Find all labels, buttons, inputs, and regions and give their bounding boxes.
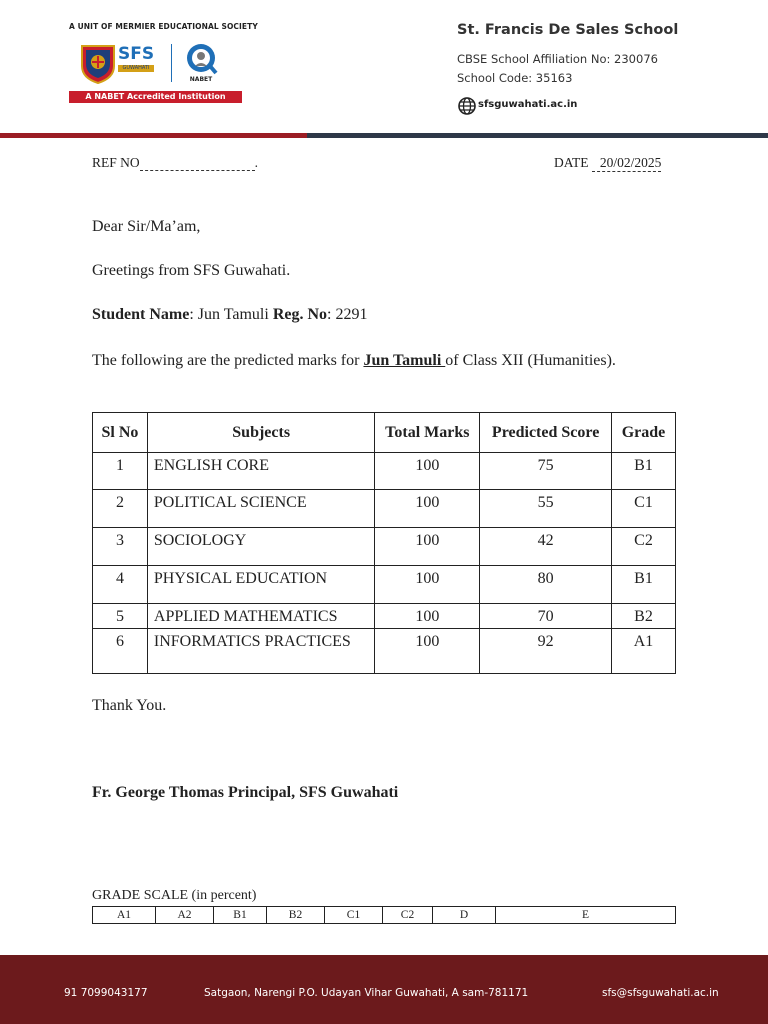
header-subjects: Subjects (147, 413, 375, 453)
cell-sl-no: 3 (93, 528, 148, 566)
reg-no-value: : 2291 (327, 306, 368, 323)
table-row (93, 528, 676, 566)
grade-scale-table (92, 906, 676, 924)
table-row (93, 453, 676, 490)
sfs-logo-subtext: GUWAHATI (118, 65, 154, 72)
ref-number-blank (140, 157, 255, 171)
grade-cell: B2 (267, 907, 325, 924)
grade-cell: C2 (383, 907, 433, 924)
cell-subject: APPLIED MATHEMATICS (147, 604, 375, 629)
header-divider-dark (307, 133, 768, 138)
website-link[interactable]: sfsguwahati.ac.in (478, 99, 578, 110)
salutation: Dear Sir/Ma’am, (92, 218, 201, 235)
school-name: St. Francis De Sales School (457, 22, 679, 38)
student-name: : Jun Tamuli (189, 306, 273, 323)
nabet-logo-text: NABET (189, 76, 213, 83)
school-logo-group (78, 40, 228, 86)
cell-total-marks: 100 (375, 490, 480, 528)
cell-grade: B2 (612, 604, 676, 629)
closing-thanks: Thank You. (92, 697, 167, 714)
grade-cell: C1 (325, 907, 383, 924)
header-grade: Grade (612, 413, 676, 453)
cell-total-marks: 100 (375, 528, 480, 566)
nabet-logo (182, 42, 220, 86)
grade-scale-row (93, 907, 676, 924)
grade-cell: A2 (156, 907, 214, 924)
grade-cell: E (496, 907, 676, 924)
cell-predicted-score: 70 (480, 604, 612, 629)
school-code: School Code: 35163 (457, 71, 573, 85)
intro-text-start: The following are the predicted marks for (92, 352, 364, 369)
footer-email[interactable]: sfs@sfsguwahati.ac.in (602, 987, 719, 999)
header-divider-red (0, 133, 307, 138)
cell-sl-no: 2 (93, 490, 148, 528)
cell-predicted-score: 42 (480, 528, 612, 566)
signature-line: Fr. George Thomas Principal, SFS Guwahati (92, 784, 399, 801)
table-row (93, 566, 676, 604)
intro-text-end: of Class XII (Humanities). (445, 352, 616, 369)
grade-cell: D (433, 907, 496, 924)
intro-paragraph (92, 350, 675, 371)
cell-total-marks: 100 (375, 453, 480, 490)
student-name-label: Student Name (92, 306, 190, 323)
cell-subject: INFORMATICS PRACTICES (147, 629, 375, 674)
table-row (93, 604, 676, 629)
cell-predicted-score: 92 (480, 629, 612, 674)
greeting: Greetings from SFS Guwahati. (92, 262, 291, 279)
cell-total-marks: 100 (375, 566, 480, 604)
nabet-icon (182, 42, 220, 76)
logo-divider (171, 44, 172, 82)
cell-subject: PHYSICAL EDUCATION (147, 566, 375, 604)
header-total-marks: Total Marks (375, 413, 480, 453)
cell-grade: C1 (612, 490, 676, 528)
ref-trail: . (254, 155, 259, 170)
table-row (93, 629, 676, 674)
cell-predicted-score: 75 (480, 453, 612, 490)
grade-scale-label: GRADE SCALE (in percent) (92, 888, 257, 903)
footer-phone[interactable]: 91 7099043177 (64, 987, 148, 999)
affiliation-number: CBSE School Affiliation No: 230076 (457, 52, 658, 66)
cell-subject: ENGLISH CORE (147, 453, 375, 490)
footer-bar (0, 955, 768, 1024)
ref-label: REF NO (92, 155, 140, 170)
cell-grade: B1 (612, 566, 676, 604)
cell-total-marks: 100 (375, 604, 480, 629)
date-value: 20/02/2025 (592, 155, 662, 172)
cell-sl-no: 1 (93, 453, 148, 490)
cell-grade: B1 (612, 453, 676, 490)
grade-cell: A1 (93, 907, 156, 924)
date-field (554, 155, 661, 172)
date-label: DATE (554, 155, 589, 170)
globe-icon (458, 97, 476, 115)
accreditation-ribbon: A NABET Accredited Institution (69, 91, 242, 103)
cell-grade: A1 (612, 629, 676, 674)
student-info-line (92, 306, 368, 324)
reg-no-label: Reg. No (272, 306, 328, 323)
ref-number-field (92, 155, 258, 171)
unit-caption: A UNIT OF MERMIER EDUCATIONAL SOCIETY (69, 22, 258, 31)
intro-student-name: Jun Tamuli (363, 352, 446, 369)
cell-sl-no: 6 (93, 629, 148, 674)
cell-sl-no: 4 (93, 566, 148, 604)
cell-grade: C2 (612, 528, 676, 566)
sfs-logo-text: SFS (118, 44, 155, 64)
cell-subject: POLITICAL SCIENCE (147, 490, 375, 528)
grade-cell: B1 (214, 907, 267, 924)
header-sl-no: Sl No (93, 413, 148, 453)
footer-address: Satgaon, Narengi P.O. Udayan Vihar Guwahati, A sam-781171 (204, 987, 529, 999)
marks-table (92, 412, 676, 674)
table-header-row (93, 413, 676, 453)
cell-total-marks: 100 (375, 629, 480, 674)
cell-sl-no: 5 (93, 604, 148, 629)
cell-predicted-score: 80 (480, 566, 612, 604)
cell-predicted-score: 55 (480, 490, 612, 528)
header-predicted-score: Predicted Score (480, 413, 612, 453)
crest-icon (78, 42, 118, 84)
table-row (93, 490, 676, 528)
cell-subject: SOCIOLOGY (147, 528, 375, 566)
